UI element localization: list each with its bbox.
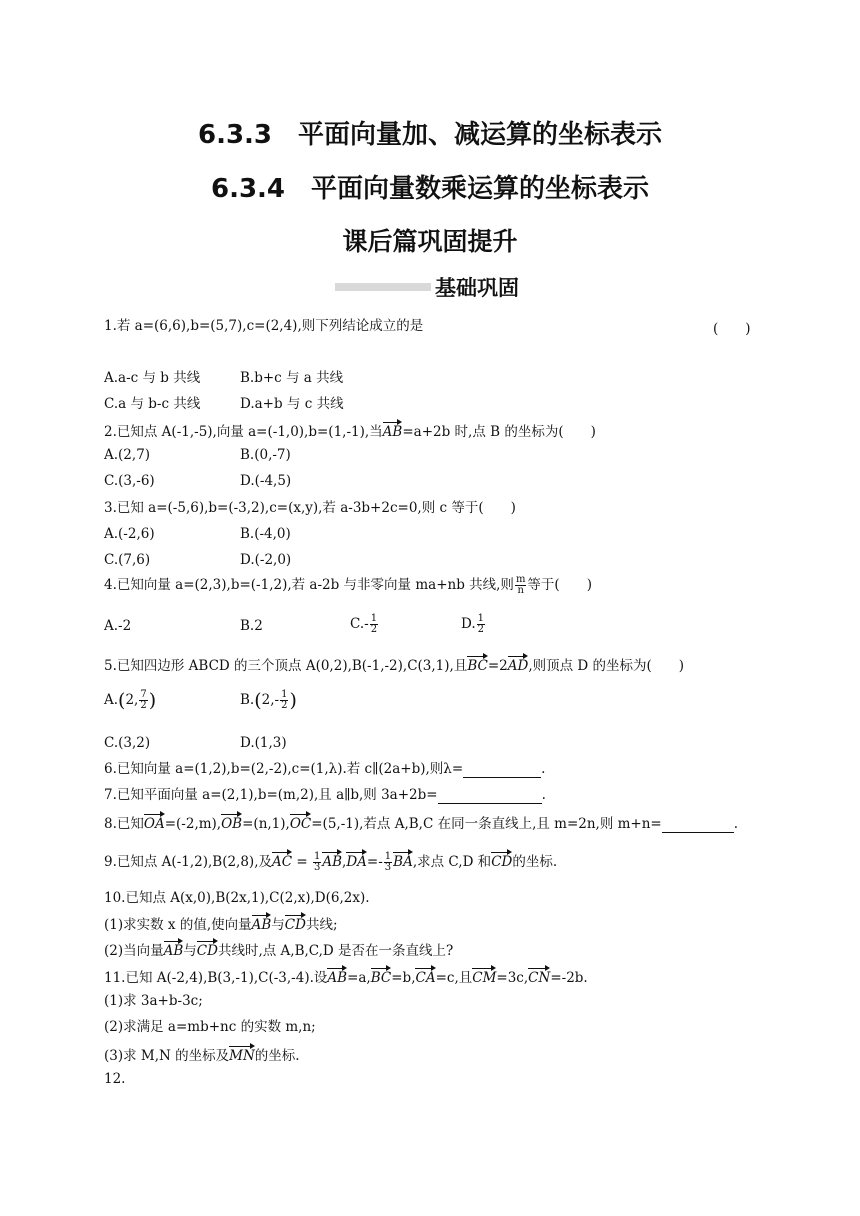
q4-opt-d-label: D.	[461, 616, 476, 632]
q11-part1: (1)求 3a+b-3c;	[104, 993, 203, 1009]
q9-p5: ,求点 C,D 和	[412, 854, 492, 870]
q11-part3	[104, 1044, 300, 1065]
vector-ad: AD	[508, 654, 529, 675]
section-bar	[335, 283, 431, 291]
vector-cm: CM	[472, 966, 496, 987]
q9-p6: 的坐标.	[512, 854, 558, 870]
vector-ab: AB	[327, 966, 347, 987]
answer-blank[interactable]	[463, 777, 541, 778]
q1-opt-d: D.a+b 与 c 共线	[240, 396, 344, 412]
q8-end: .	[733, 816, 739, 832]
frac-num: 7	[140, 689, 147, 700]
answer-blank[interactable]	[662, 832, 734, 833]
q2-row2	[104, 472, 704, 490]
section-title: 基础巩固	[435, 276, 519, 300]
q3-opt-d: D.(-2,0)	[240, 552, 292, 568]
q9-p3: ,	[342, 854, 347, 870]
q5-opt-b-label: B.	[240, 692, 255, 708]
vector-oa: OA	[144, 812, 165, 833]
q2-opt-c: C.(3,-6)	[104, 473, 155, 489]
q10-stem: 10.已知点 A(x,0),B(2x,1),C(2,x),D(6,2x).	[104, 890, 370, 906]
q2-stem-b: =a+2b 时,点 B 的坐标为( )	[402, 424, 596, 440]
q1-opt-a: A.a-c 与 b 共线	[104, 370, 201, 386]
q6-stem	[104, 760, 545, 778]
q11-p4: =c,且	[435, 970, 473, 986]
q10-part1	[104, 913, 338, 934]
title-634: 6.3.4 平面向量数乘运算的坐标表示	[210, 174, 650, 204]
q8-p2: =(-2,m),	[164, 816, 222, 832]
q10-s2a: (2)当向量	[104, 943, 164, 959]
q7-end: .	[541, 787, 546, 803]
q2-opt-b: B.(0,-7)	[240, 447, 291, 463]
vector-ab: AB	[383, 420, 403, 441]
vector-ac: AC	[272, 850, 292, 871]
q5-opt-a	[104, 690, 156, 711]
q5-opt-c: C.(3,2)	[104, 735, 151, 751]
q2-stem	[104, 420, 596, 441]
q11-p5: =3c,	[496, 970, 529, 986]
paren-right: )	[148, 689, 157, 712]
vector-cd: CD	[491, 850, 512, 871]
q12-stem: 12.	[104, 1071, 126, 1087]
q2-opt-a: A.(2,7)	[104, 447, 151, 463]
q4-opt-c-label: C.-	[350, 616, 369, 632]
vector-mn: MN	[229, 1044, 255, 1065]
q5-opt-a-label: A.	[104, 692, 119, 708]
q1-stem: 1.若 a=(6,6),b=(5,7),c=(2,4),则下列结论成立的是	[104, 318, 424, 334]
q5-row2	[104, 734, 704, 752]
q11-p3: =b,	[391, 970, 416, 986]
q8-p4: =(5,-1),若点 A,B,C 在同一条直线上,且 m=2n,则 m+n=	[311, 816, 662, 832]
q9-p4: =-	[366, 854, 383, 870]
q10-s2c: 共线时,点 A,B,C,D 是否在一条直线上?	[217, 943, 454, 959]
q8-stem	[104, 812, 738, 833]
fraction-half	[477, 614, 485, 635]
fraction-third	[384, 852, 392, 873]
fraction-seven-halves	[139, 690, 147, 711]
title-633: 6.3.3 平面向量加、减运算的坐标表示	[197, 120, 663, 150]
fraction-third	[313, 852, 321, 873]
frac-num: 1	[384, 851, 392, 862]
q5-stem-b: ,则顶点 D 的坐标为( )	[528, 658, 685, 674]
vector-cn: CN	[528, 966, 550, 987]
q11-stem	[104, 966, 588, 987]
q9-p2: =	[292, 854, 312, 870]
q5-stem-a: 5.已知四边形 ABCD 的三个顶点 A(0,2),B(-1,-2),C(3,1),且	[104, 658, 468, 674]
q11-p2: =a,	[347, 970, 371, 986]
q1-paren: ( )	[713, 321, 751, 337]
frac-den: 3	[384, 862, 392, 873]
q6-end: .	[541, 761, 546, 777]
vector-ca: CA	[415, 966, 435, 987]
q4-opt-d	[461, 614, 486, 635]
frac-den: 2	[281, 700, 288, 711]
vector-oc: OC	[290, 812, 311, 833]
q7-stem	[104, 786, 546, 804]
q10-part2	[104, 939, 453, 960]
vector-cd: CD	[285, 913, 306, 934]
q1-opt-c: C.a 与 b-c 共线	[104, 396, 201, 412]
q4-opt-c	[350, 614, 379, 635]
q9-stem	[104, 850, 557, 873]
q10-s2b: 与	[183, 943, 197, 959]
frac-den: 2	[140, 700, 147, 711]
subtitle: 课后篇巩固提升	[342, 227, 518, 256]
frac-num: m	[515, 574, 526, 585]
q5-opt-b	[240, 690, 297, 711]
answer-blank[interactable]	[438, 803, 542, 804]
section-header	[335, 272, 519, 302]
q4-stem-a: 4.已知向量 a=(2,3),b=(-1,2),若 a-2b 与非零向量 ma+nb 共线,则	[104, 577, 514, 593]
q1-opt-b: B.b+c 与 a 共线	[240, 370, 344, 386]
frac-num: 1	[281, 689, 288, 700]
vector-ob: OB	[221, 812, 242, 833]
q4-opt-b: B.2	[240, 618, 263, 634]
q2-row1	[104, 446, 704, 464]
q3-opt-b: B.(-4,0)	[240, 526, 291, 542]
q10-s1b: 与	[271, 917, 285, 933]
fraction-m-over-n	[515, 575, 526, 596]
paren-left: (	[254, 689, 262, 712]
frac-den: 3	[314, 862, 321, 873]
vector-ba: BA	[393, 850, 413, 871]
q5-opt-d: D.(1,3)	[240, 735, 287, 751]
fraction-half	[370, 614, 378, 635]
frac-num: 1	[477, 613, 485, 624]
q3-row2	[104, 551, 704, 569]
vector-ab: AB	[322, 850, 342, 871]
q9-p1: 9.已知点 A(-1,2),B(2,8),及	[104, 854, 272, 870]
q3-row1	[104, 525, 704, 543]
q2-stem-a: 2.已知点 A(-1,-5),向量 a=(-1,0),b=(1,-1),当	[104, 424, 383, 440]
q11-part2: (2)求满足 a=mb+nc 的实数 m,n;	[104, 1019, 316, 1035]
q11-s3b: 的坐标.	[254, 1048, 300, 1064]
q2-opt-d: D.(-4,5)	[240, 473, 292, 489]
q4-stem-b: 等于( )	[527, 577, 592, 593]
q1-row2	[104, 395, 704, 413]
q5-opt-b-inner: 2,-	[261, 692, 280, 708]
frac-den: n	[517, 585, 524, 596]
frac-num: 1	[370, 613, 378, 624]
paren-right: )	[289, 689, 297, 712]
vector-bc: BC	[371, 966, 392, 987]
q8-p1: 8.已知	[104, 816, 144, 832]
vector-bc: BC	[467, 654, 488, 675]
q11-s3a: (3)求 M,N 的坐标及	[104, 1048, 230, 1064]
fraction-half	[280, 690, 288, 711]
q10-s1c: 共线;	[305, 917, 338, 933]
q5-opt-a-inner: 2,	[125, 692, 139, 708]
q6-text: 6.已知向量 a=(1,2),b=(2,-2),c=(1,λ).若 c∥(2a+b),则λ=	[104, 761, 464, 777]
vector-ab: AB	[164, 939, 184, 960]
q8-p3: =(n,1),	[242, 816, 290, 832]
q3-opt-a: A.(-2,6)	[104, 526, 155, 542]
q11-p6: =-2b.	[550, 970, 588, 986]
q11-p1: 11.已知 A(-2,4),B(3,-1),C(-3,-4).设	[104, 970, 328, 986]
vector-cd: CD	[197, 939, 218, 960]
q4-options	[104, 614, 704, 644]
frac-num: 1	[314, 851, 321, 862]
paren-left: (	[118, 689, 126, 712]
q3-stem: 3.已知 a=(-5,6),b=(-3,2),c=(x,y),若 a-3b+2c=0,则 c 等于( )	[104, 500, 516, 516]
frac-den: 2	[370, 624, 378, 635]
vector-ab: AB	[252, 913, 272, 934]
frac-den: 2	[477, 624, 485, 635]
q1-row1	[104, 369, 704, 387]
q3-opt-c: C.(7,6)	[104, 552, 151, 568]
q10-s1a: (1)求实数 x 的值,使向量	[104, 917, 252, 933]
q7-text: 7.已知平面向量 a=(2,1),b=(m,2),且 a∥b,则 3a+2b=	[104, 787, 438, 803]
vector-da: DA	[346, 850, 367, 871]
q5-row1	[104, 690, 704, 720]
q4-stem	[104, 575, 592, 596]
q5-stem	[104, 654, 684, 675]
q5-mid: =2	[487, 658, 508, 674]
q4-opt-a: A.-2	[104, 618, 132, 634]
